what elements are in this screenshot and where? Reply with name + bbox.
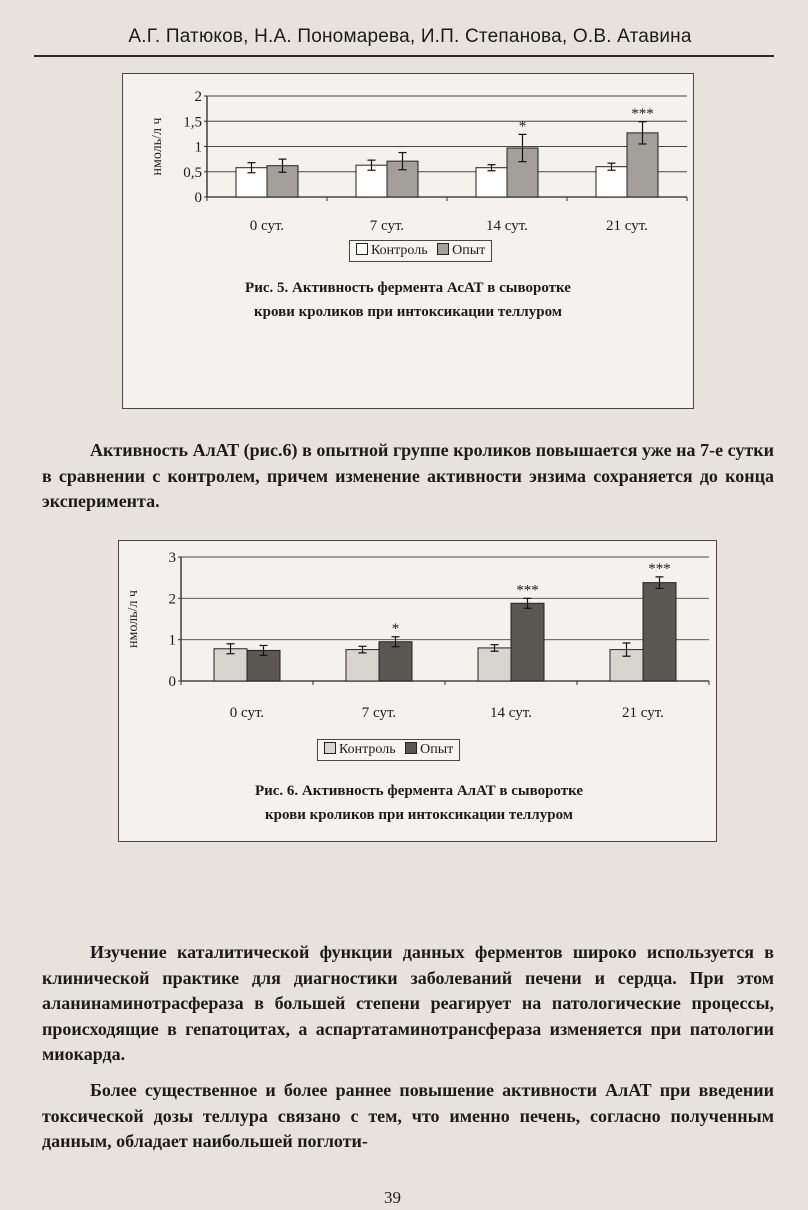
bar-experiment [511,603,544,681]
y-tick-label: 2 [168,591,176,608]
bar-experiment [379,642,412,681]
bar-control [596,167,627,197]
x-tick-label: 21 сут. [606,218,648,234]
bar-experiment [643,583,676,681]
legend-experiment [437,243,485,258]
x-tick-label: 7 сут. [361,705,397,721]
x-tick-label: 0 сут. [229,705,265,721]
y-tick-label: 1 [168,632,176,649]
page-number: 39 [384,1188,401,1207]
y-tick-label: 0,5 [183,164,202,181]
header-rule [34,55,774,57]
bar-control [346,650,379,681]
legend-control-label: Контроль [339,742,396,757]
legend-control [324,742,396,757]
y-tick-label: 3 [168,550,176,566]
legend-control-swatch [324,742,336,754]
y-tick-label: 1 [194,139,202,156]
y-tick-label: 0 [168,674,176,690]
significance-marker: *** [631,105,654,122]
legend-experiment-label: Опыт [420,742,454,757]
x-tick-label: 14 сут. [486,218,528,234]
y-tick-label: 2 [194,89,202,105]
legend-experiment-swatch [437,243,449,255]
y-tick-label: 0 [194,190,202,206]
figure-5-caption-line1: Рис. 5. Активность фермента АсАТ в сыворотке [245,280,571,296]
legend-control [356,243,428,258]
figure-6 [118,540,717,842]
figure-5-caption-line2: крови кроликов при интоксикации теллуром [254,304,562,320]
paragraph-3-text: Более существенное и более раннее повышение активности АлАТ при введении токсической дозы теллура связано с тем, что именно печень, согласно полученным данным, обладает наибольшей поглоти- [42,1080,774,1151]
legend-experiment-label: Опыт [452,243,486,258]
paragraph-1-text: Активность АлАТ (рис.6) в опытной группе кроликов повышается уже на 7-е сутки в сравнении с контролем, причем изменение активности энзима сохраняется до конца эксперимента. [42,440,774,511]
paragraph-2-text: Изучение каталитической функции данных ферментов широко используется в клинической практике для диагностики заболеваний печени и сердца. При этом аланинаминотрасфераза в большей степени реагирует на патологические процессы, происходящие в гепатоцитах, а аспартатаминотрансфераза изменяется при патологии миокарда. [42,942,774,1064]
legend-control-label: Контроль [371,243,428,258]
legend-experiment-swatch [405,742,417,754]
significance-marker: *** [648,560,671,577]
paragraph-2 [42,940,774,1068]
y-axis-label: нмоль/л ч [150,117,165,176]
figure-5-legend [349,240,492,262]
figure-6-caption-line2: крови кроликов при интоксикации теллуром [265,807,573,823]
figure-6-legend [317,739,460,761]
y-axis-label: нмоль/л ч [126,590,141,648]
significance-marker: * [518,118,527,135]
y-tick-label: 1,5 [183,114,202,131]
x-tick-label: 21 сут. [622,705,664,721]
legend-control-swatch [356,243,368,255]
x-tick-label: 7 сут. [369,218,405,234]
figure-6-caption [159,779,679,827]
figure-5 [122,73,694,409]
paragraph-3 [42,1078,774,1155]
figure-6-caption-line1: Рис. 6. Активность фермента АлАТ в сыворотке [254,783,584,799]
bar-control [478,648,511,681]
paragraph-1 [42,438,774,515]
significance-marker: *** [516,582,539,599]
figure-5-caption [163,276,653,324]
running-header-authors: А.Г. Патюков, Н.А. Пономарева, И.П. Степанова, О.В. Атавина [128,26,692,47]
x-tick-label: 0 сут. [249,218,285,234]
significance-marker: * [391,620,400,637]
legend-experiment [405,742,453,757]
x-tick-label: 14 сут. [490,705,532,721]
bar-control [476,168,507,197]
